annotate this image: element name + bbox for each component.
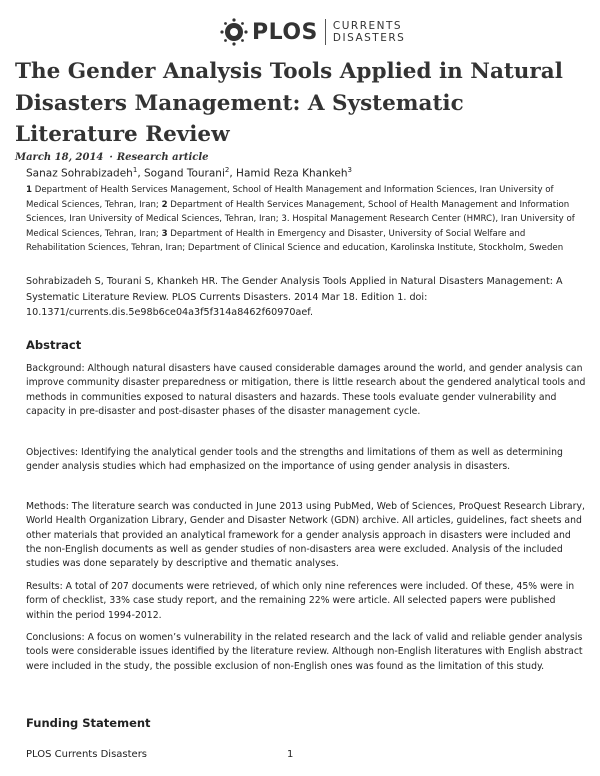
author-affiliation-ref: 2: [224, 166, 230, 174]
author-affiliation-ref: 1: [132, 166, 138, 174]
affiliation-number: 3: [161, 228, 168, 239]
affiliation-number: 1: [26, 185, 32, 195]
logo-subtitle: [333, 20, 405, 44]
abstract-objectives: Objectives: Identifying the analytical gender tools and the strengths and limitations of them as well as determining gender analysis studies which had emphasized on the importance of using gender analysis in disasters.: [26, 447, 563, 473]
footer-journal: PLOS Currents Disasters: [26, 749, 148, 760]
article-title: The Gender Analysis Tools Applied in Natural Disasters Management: A Systematic Literature Review: [15, 59, 563, 147]
affiliation-text: Department of Health Services Management, School of Health Management and Information Sciences, Iran University of Medical Sciences, Tehran, Iran; 3. Hospital Management Research Center (HMRC), Iran University of Medical Sciences, Tehran, Iran;: [26, 199, 575, 239]
author-name: Sogand Tourani: [144, 167, 225, 180]
author-list: Sanaz Sohrabizadeh$^1$, Sogand Tourani$^2$, Hamid Reza Khankeh$^3$: [26, 166, 353, 180]
affiliations: [26, 183, 586, 256]
author-name: Sanaz Sohrabizadeh: [26, 167, 133, 180]
logo-wordmark: PLOS: [252, 19, 318, 45]
abstract-conclusions: Conclusions: A focus on women’s vulnerability in the related research and the lack of valid and reliable gender analysis tools were considerable issues identified by the literature review. Although non-English literatures with English abstract were included in the study, the possible exclusion of non-English ones was found as the limitation of this study.: [26, 632, 583, 672]
affiliation-text: Department of Health Services Management, School of Health Management and Information Sciences, Iran University of Medical Sciences, Tehran, Iran;: [26, 185, 554, 210]
page-number: 1: [287, 749, 294, 760]
citation: Sohrabizadeh S, Tourani S, Khankeh HR. The Gender Analysis Tools Applied in Natural Disasters Management: A Systematic Literature Review. PLOS Currents Disasters. 2014 Mar 18. Edition 1. doi: 10.1371/currents.dis.5e98b6ce04a3f5f314a8462f60970aef.: [26, 276, 563, 318]
author-name: Hamid Reza Khankeh: [236, 167, 348, 180]
logo-sub-line1: CURRENTS: [332, 20, 403, 32]
article-meta: [15, 152, 209, 163]
abstract-results: Results: A total of 207 documents were retrieved, of which only nine references were included. Of these, 45% were in form of checklist, 33% case study report, and the remaining 22% were article. All selected papers were published within the period 1994-2012.: [26, 581, 575, 621]
affiliation-text: Department of Health in Emergency and Disaster, University of Social Welfare and Rehabilitation Sciences, Tehran, Iran; Department of Clinical Science and education, Karolinska Institute, Stockholm, Sweden: [26, 228, 564, 254]
logo-sub-line2: DISASTERS: [332, 32, 406, 44]
article-type: Research article: [116, 152, 209, 163]
publication-date: March 18, 2014: [15, 152, 104, 163]
abstract-heading: Abstract: [26, 338, 82, 352]
author-affiliation-ref: 3: [347, 166, 353, 174]
plos-emblem-icon: [219, 17, 249, 47]
funding-heading: Funding Statement: [26, 716, 151, 730]
affiliation-number: 2: [161, 199, 168, 210]
meta-separator: ·: [109, 152, 113, 163]
abstract-methods: Methods: The literature search was conducted in June 2013 using PubMed, Web of Sciences, ProQuest Research Library, World Health Organization Library, Gender and Disaster Network (GDN) archive. All articles, guidelines, fact sheets and other materials that provided an analytical framework for a gender analysis approach in disasters were included and the non-English documents as well as gender studies of non-disasters area were excluded. Analysis of the included studies was done separately by descriptive and thematic analyses.: [26, 501, 585, 570]
abstract-background: Background: Although natural disasters have caused considerable damages around the world, and gender analysis can improve community disaster preparedness or mitigation, there is little research about the gendered analytical tools and methods in communities exposed to natural disasters and hazards. These tools evaluate gender vulnerability and capacity in pre-disaster and post-disaster phases of the disaster management cycle.: [26, 363, 586, 417]
journal-logo: [219, 15, 405, 49]
logo-divider: [325, 19, 326, 45]
